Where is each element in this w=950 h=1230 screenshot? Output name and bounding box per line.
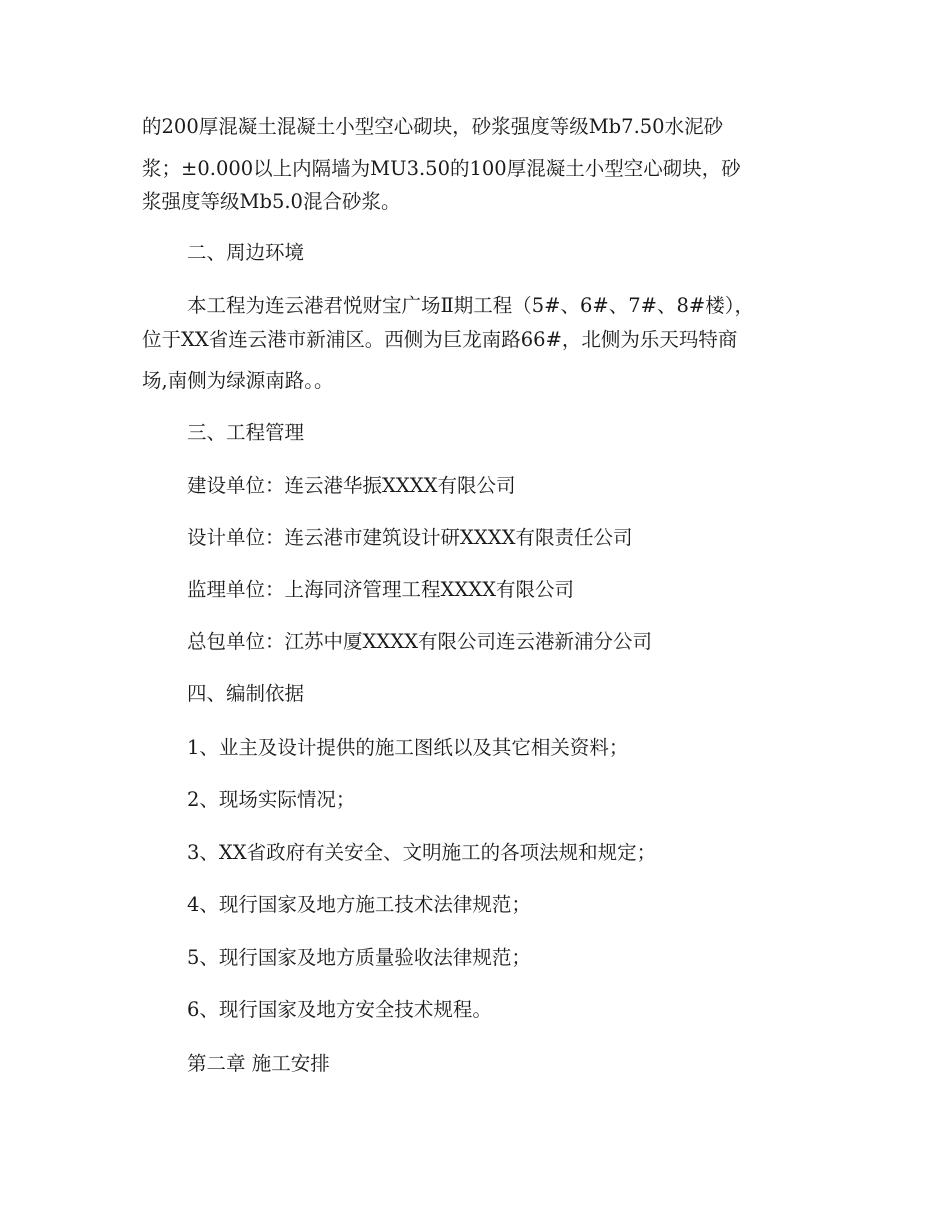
intro-line-3: 浆强度等级Mb5.0混合砂浆。 — [142, 190, 401, 213]
surroundings-line-3: 场,南侧为绿源南路。。 — [142, 369, 334, 392]
basis-item-6: 6、现行国家及地方安全技术规程。 — [187, 998, 492, 1021]
management-item-owner: 建设单位：连云港华振XXXX有限公司 — [187, 474, 516, 497]
basis-item-4: 4、现行国家及地方施工技术法律规范； — [187, 893, 531, 916]
intro-line-1: 的200厚混凝土混凝土小型空心砌块，砂浆强度等级Mb7.50水泥砂 — [142, 115, 724, 138]
basis-item-1: 1、业主及设计提供的施工图纸以及其它相关资料； — [187, 736, 629, 759]
surroundings-line-2: 位于XX省连云港市新浦区。西侧为巨龙南路66#，北侧为乐天玛特商 — [142, 328, 738, 351]
management-item-supervisor: 监理单位：上海同济管理工程XXXX有限公司 — [187, 578, 575, 601]
chapter-heading: 第二章 施工安排 — [187, 1052, 330, 1075]
section-heading-management: 三、工程管理 — [187, 421, 305, 444]
section-heading-surroundings: 二、周边环境 — [187, 241, 305, 264]
surroundings-line-1: 本工程为连云港君悦财宝广场Ⅱ期工程（5#、6#、7#、8#楼）， — [187, 294, 754, 317]
management-item-contractor: 总包单位：江苏中厦XXXX有限公司连云港新浦分公司 — [187, 630, 653, 653]
intro-line-2: 浆；±0.000以上内隔墙为MU3.50的100厚混凝土小型空心砌块，砂 — [142, 157, 741, 180]
basis-item-2: 2、现场实际情况； — [187, 788, 356, 811]
basis-item-5: 5、现行国家及地方质量验收法律规范； — [187, 946, 531, 969]
management-item-designer: 设计单位：连云港市建筑设计研XXXX有限责任公司 — [187, 526, 633, 549]
section-heading-basis: 四、编制依据 — [187, 682, 305, 705]
basis-item-3: 3、XX省政府有关安全、文明施工的各项法规和规定； — [187, 841, 657, 864]
